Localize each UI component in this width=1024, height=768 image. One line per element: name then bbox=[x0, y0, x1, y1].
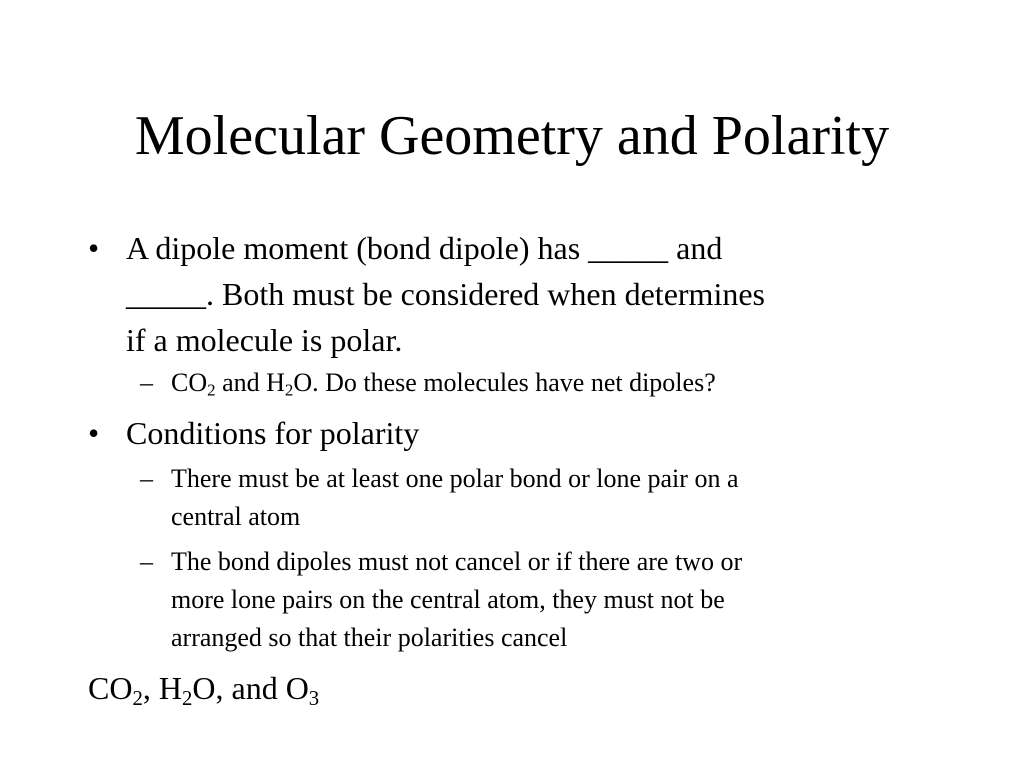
subscript: 3 bbox=[308, 686, 320, 710]
sub-bullet-line: central atom bbox=[171, 502, 301, 531]
bullet-marker: • bbox=[88, 230, 100, 266]
text-comma-h: , H bbox=[142, 670, 182, 706]
bullet-marker: • bbox=[88, 415, 100, 451]
dash-marker: – bbox=[140, 464, 153, 493]
sub-bullet-line: There must be at least one polar bond or lone pair on a bbox=[171, 464, 739, 493]
formula-co: CO bbox=[88, 670, 133, 706]
sub-bullet-line: The bond dipoles must not cancel or if there are two or bbox=[171, 547, 743, 576]
sub-bullet-line: arranged so that their polarities cancel bbox=[171, 623, 568, 652]
text-rest: O. Do these molecules have net dipoles? bbox=[293, 368, 716, 397]
subscript: 2 bbox=[207, 380, 216, 400]
formula-co: CO bbox=[171, 368, 208, 397]
molecule-list bbox=[88, 668, 319, 708]
bullet-line: Conditions for polarity bbox=[126, 415, 420, 451]
dash-marker: – bbox=[140, 368, 153, 397]
subscript: 2 bbox=[132, 686, 143, 710]
slide-title: Molecular Geometry and Polarity bbox=[134, 105, 890, 167]
bullet-line: _____. Both must be considered when determines bbox=[126, 276, 765, 312]
text-and-o: O, and O bbox=[192, 670, 309, 706]
sub-bullet-line: more lone pairs on the central atom, they must not be bbox=[171, 585, 725, 614]
dash-marker: – bbox=[140, 547, 153, 576]
bullet-line: if a molecule is polar. bbox=[126, 322, 403, 358]
subscript: 2 bbox=[181, 686, 193, 710]
text-and-h: and H bbox=[215, 368, 285, 397]
subscript: 2 bbox=[284, 380, 294, 400]
sub-bullet-text bbox=[171, 366, 941, 400]
bullet-line: A dipole moment (bond dipole) has _____ and bbox=[126, 230, 723, 266]
